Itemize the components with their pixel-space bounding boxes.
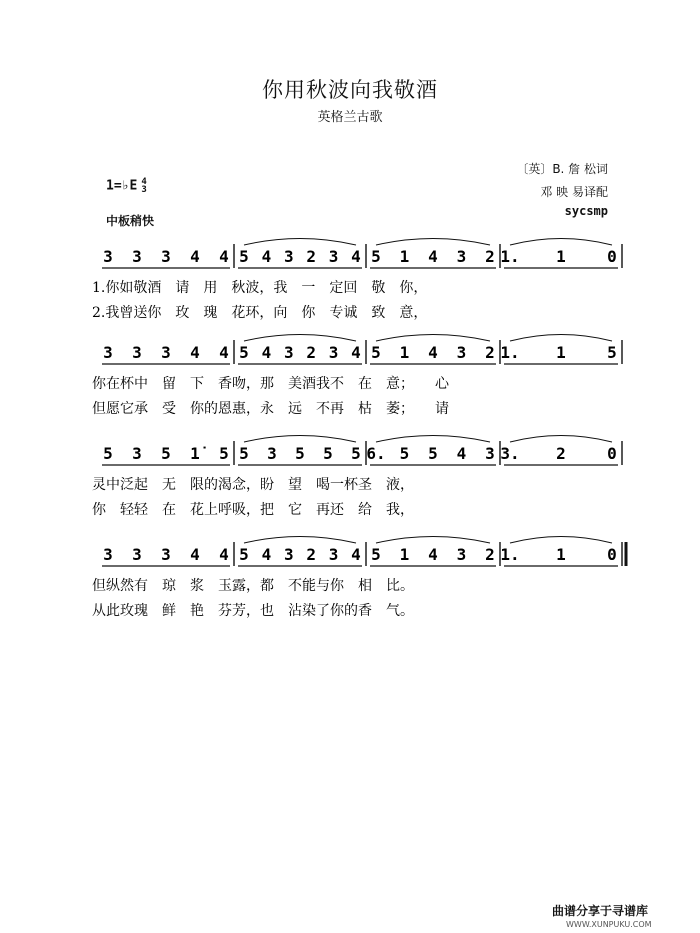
note: 1.: [500, 343, 520, 362]
note: 3: [132, 343, 142, 362]
note: 3.: [500, 444, 520, 463]
slur: [376, 436, 490, 443]
slur: [510, 335, 612, 342]
note: 1: [556, 545, 566, 564]
note: 5: [239, 444, 249, 463]
note: 5: [161, 444, 171, 463]
meter-bottom: 3: [141, 185, 147, 195]
note: 1: [399, 343, 410, 362]
note: 4: [219, 247, 229, 266]
note: 4: [190, 247, 200, 266]
lyric-line: 但愿它承 受 你的恩惠，永 远 不再 枯 萎； 请: [92, 401, 449, 417]
key-label: 1=♭E: [106, 178, 138, 194]
note: 1: [556, 247, 566, 266]
note: 2: [306, 247, 317, 266]
note: 3: [456, 545, 467, 564]
note: 3: [267, 444, 277, 463]
note: 5: [103, 444, 113, 463]
slur: [510, 537, 612, 544]
note: 5: [351, 444, 361, 463]
lyric-line: 2.我曾送你 玫 瑰 花环，向 你 专诚 致 意，: [92, 305, 428, 321]
note: 4: [219, 343, 229, 362]
note: 3: [328, 545, 339, 564]
note: 2: [306, 343, 317, 362]
note: 3: [161, 343, 171, 362]
footer-text: 曲谱分享于寻谱库: [552, 904, 649, 918]
note: 1̇: [190, 444, 200, 463]
slur: [376, 335, 490, 342]
note: 5: [607, 343, 617, 362]
note: 4: [351, 247, 361, 266]
note: 1.: [500, 545, 520, 564]
tempo-marking: 中板稍快: [106, 214, 155, 228]
note: 4: [428, 247, 438, 266]
note: 3: [328, 247, 339, 266]
note: 4: [428, 343, 438, 362]
note: 4: [190, 545, 200, 564]
note: 3: [283, 247, 294, 266]
note: 3: [456, 247, 467, 266]
note: 3: [132, 545, 142, 564]
note: 1: [399, 247, 410, 266]
slur: [244, 335, 356, 342]
song-title: 你用秋波向我敬酒: [262, 78, 438, 102]
lyricist-credit: 〔英〕B. 詹 松词: [516, 162, 608, 176]
note: 4: [261, 247, 272, 266]
note: 0: [607, 444, 617, 463]
note: 2: [485, 545, 495, 564]
note: 4: [261, 545, 272, 564]
note: 2: [306, 545, 317, 564]
note: 0: [607, 247, 617, 266]
note: 4: [190, 343, 200, 362]
slur: [510, 239, 612, 246]
note: 5: [428, 444, 438, 463]
note: 5: [219, 444, 229, 463]
note: 4: [219, 545, 229, 564]
note: 1.: [500, 247, 520, 266]
uploader-credit: sycsmp: [564, 204, 608, 218]
note: 1: [556, 343, 566, 362]
slur: [376, 537, 490, 544]
lyric-line: 从此玫瑰 鲜 艳 芬芳，也 沾染了你的香 气。: [92, 603, 414, 619]
note: 5: [323, 444, 333, 463]
note: 5: [399, 444, 410, 463]
note: 3: [132, 247, 142, 266]
slur: [244, 537, 356, 544]
note: 3: [103, 343, 113, 362]
meter-top: 4: [141, 177, 147, 187]
note: 3: [161, 247, 171, 266]
note: 5: [295, 444, 305, 463]
note: 3: [103, 545, 113, 564]
lyric-line: 1.你如敬酒 请 用 秋波，我 一 定回 敬 你，: [92, 280, 428, 296]
arranger-credit: 邓 映 易译配: [540, 185, 608, 199]
note: 3: [485, 444, 495, 463]
note: 3: [328, 343, 339, 362]
note: 4: [261, 343, 272, 362]
note: 5: [371, 545, 381, 564]
note: 5: [371, 343, 381, 362]
note: 5: [239, 545, 249, 564]
lyric-line: 你 轻轻 在 花上呼吸，把 它 再还 给 我，: [92, 502, 414, 518]
note: 0: [607, 545, 617, 564]
note: 2: [485, 343, 495, 362]
note: 4: [351, 343, 361, 362]
lyric-line: 灵中泛起 无 限的渴念，盼 望 喝一杯圣 液，: [92, 477, 414, 493]
note: 3: [132, 444, 142, 463]
note: 5: [371, 247, 381, 266]
note: 1: [399, 545, 410, 564]
song-subtitle: 英格兰古歌: [317, 110, 383, 125]
slur: [376, 239, 490, 246]
note: 3: [283, 343, 294, 362]
note: 4: [428, 545, 438, 564]
lyric-line: 你在杯中 留 下 香吻，那 美酒我不 在 意； 心: [92, 376, 449, 392]
note: 3: [161, 545, 171, 564]
slur: [244, 436, 356, 443]
slur: [244, 239, 356, 246]
note: 4: [456, 444, 467, 463]
note: 4: [351, 545, 361, 564]
note: 5: [239, 343, 249, 362]
note: 5: [239, 247, 249, 266]
lyric-line: 但纵然有 琼 浆 玉露，都 不能与你 相 比。: [92, 578, 414, 594]
note: 3: [456, 343, 467, 362]
note: 2: [485, 247, 495, 266]
note: 3: [103, 247, 113, 266]
footer-site: WWW.XUNPUKU.COM: [566, 920, 652, 929]
note: 3: [283, 545, 294, 564]
note: 6.: [366, 444, 386, 463]
note: 2: [556, 444, 566, 463]
slur: [510, 436, 612, 443]
